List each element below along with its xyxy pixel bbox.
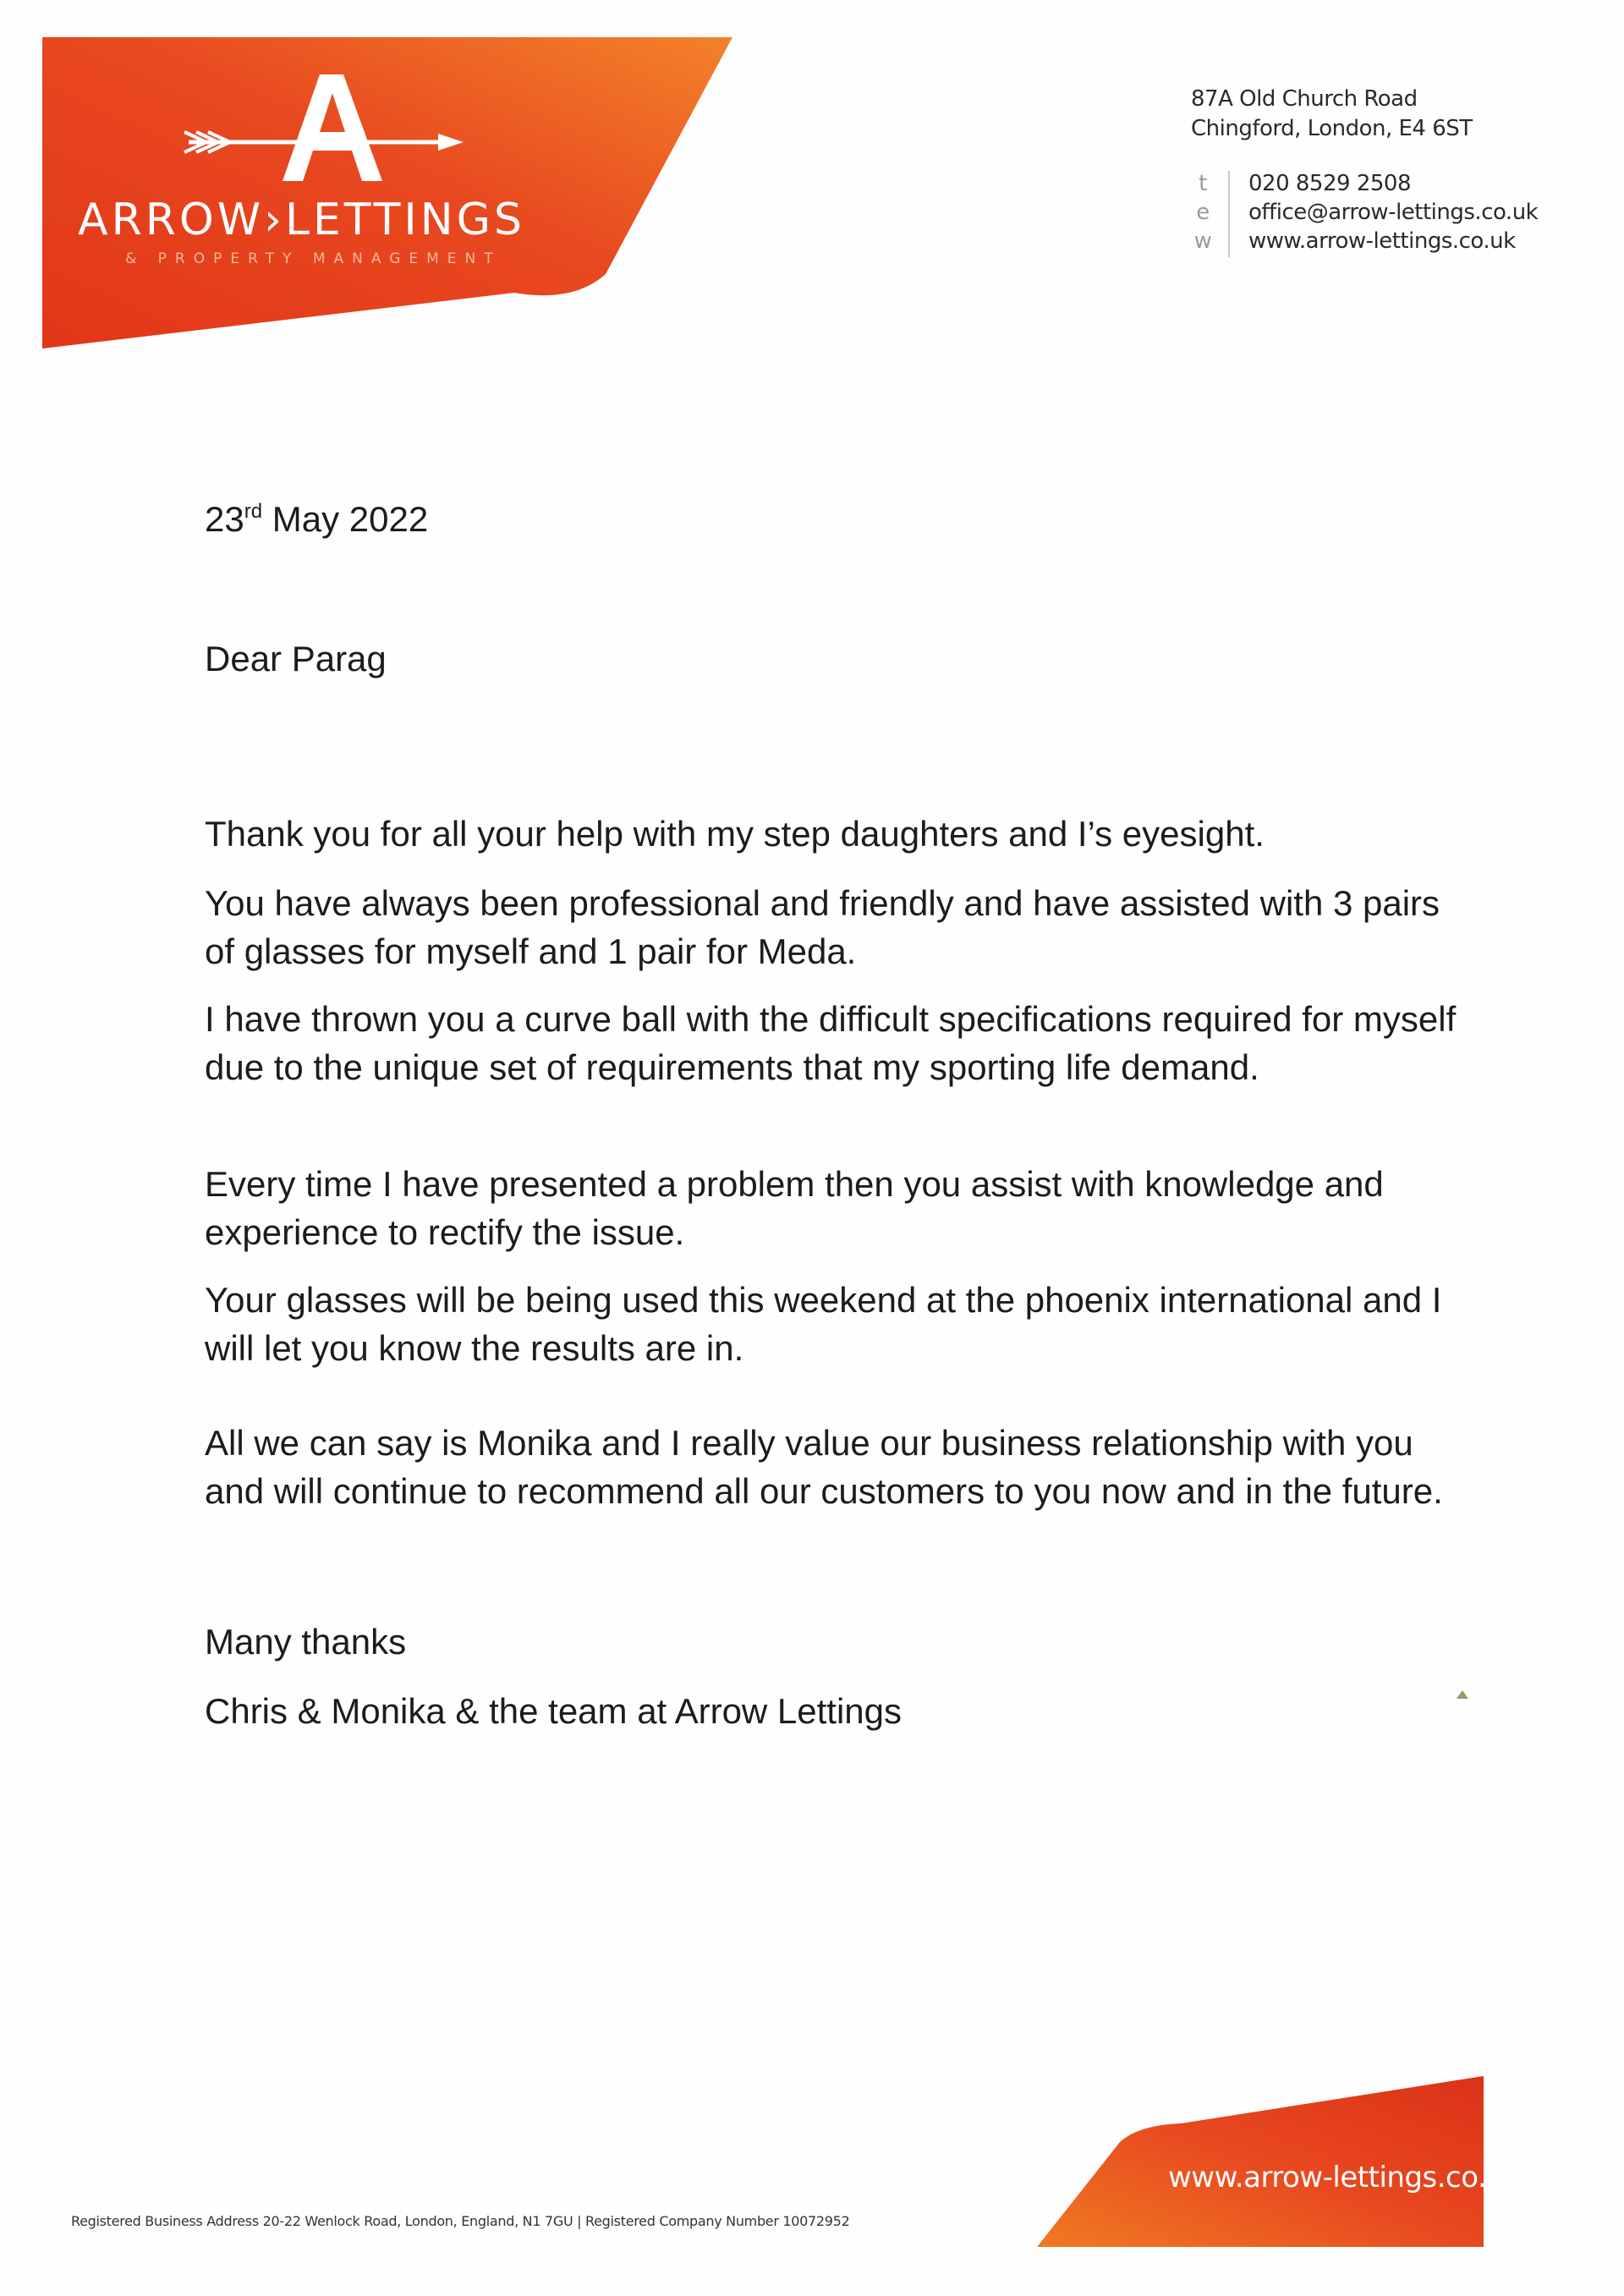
address-line: 87A Old Church Road [1191, 86, 1418, 112]
footer-website-link[interactable]: www.arrow-lettings.co.uk [1168, 2161, 1521, 2194]
phone-number: 020 8529 2508 [1248, 171, 1411, 196]
company-logo [41, 36, 734, 350]
scan-speck [1457, 1690, 1468, 1699]
body-paragraph: I have thrown you a curve ball with the difficult specifications required for myself due to the unique set of requirements that my sporting life demand. [205, 999, 1457, 1087]
registration-info: Registered Business Address 20-22 Wenlock Road, London, England, N1 7GU | Registered Company Number 10072952 [71, 2213, 850, 2229]
contact-divider [1228, 171, 1230, 257]
body-paragraph: You have always been professional and friendly and have assisted with 3 pairs of glasses for myself and 1 pair for Meda. [205, 883, 1440, 971]
email-address: office@arrow-lettings.co.uk [1248, 200, 1539, 225]
email-label: e [1196, 200, 1210, 225]
date-month-year: May 2022 [262, 499, 429, 539]
website-url: www.arrow-lettings.co.uk [1248, 228, 1516, 254]
body-paragraph: Thank you for all your help with my step daughters and I’s eyesight. [205, 814, 1265, 854]
footer-banner [1037, 2074, 1521, 2248]
body-paragraph: Every time I have presented a problem then you assist with knowledge and experience to rectify the issue. [205, 1164, 1384, 1252]
letter-date [205, 495, 1457, 543]
signoff: Many thanks [205, 1622, 407, 1662]
date-suffix: rd [244, 500, 263, 523]
logo-banner-shape [41, 36, 734, 350]
body-paragraph: Your glasses will be being used this weekend at the phoenix international and I will let you know the results are in. [205, 1280, 1442, 1368]
signature: Chris & Monika & the team at Arrow Lettings [205, 1691, 903, 1731]
website-label: w [1193, 228, 1212, 254]
brand-tagline: & PROPERTY MANAGEMENT [125, 250, 502, 267]
address-line: Chingford, London, E4 6ST [1191, 116, 1473, 141]
date-day: 23 [205, 499, 244, 539]
salutation: Dear Parag [205, 639, 387, 678]
company-address [1191, 85, 1473, 144]
brand-name: ARROW›LETTINGS [78, 195, 525, 245]
phone-label: t [1199, 171, 1207, 196]
body-paragraph: All we can say is Monika and I really value our business relationship with you and will continue to recommend all our customers to you now and in the future. [205, 1423, 1443, 1511]
